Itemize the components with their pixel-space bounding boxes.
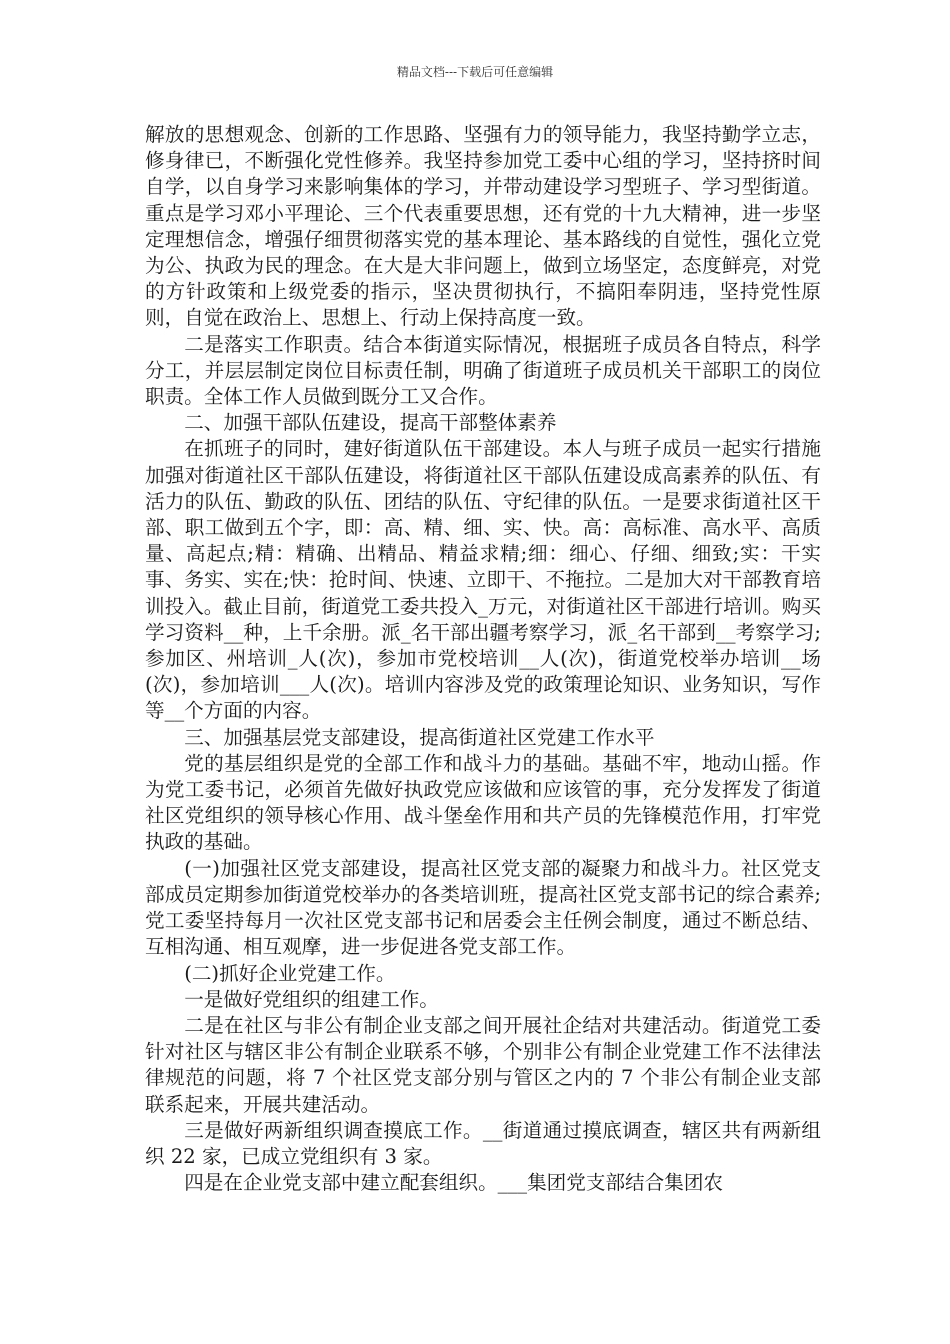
paragraph-7: 二是在社区与非公有制企业支部之间开展社企结对共建活动。街道党工委针对社区与辖区非公有制企业联系不够，个别非公有制企业党建工作不法律法律规范的问题，将 7 个社区党支部分别与管区之内的 7 个非公有制企业支部联系起来，开展共建活动。: [145, 1013, 821, 1116]
document-body: [145, 122, 821, 1196]
paragraph-3: 在抓班子的同时，建好街道队伍干部建设。本人与班子成员一起实行措施加强对街道社区干部队伍建设，将街道社区干部队伍建设成高素养的队伍、有活力的队伍、勤政的队伍、团结的队伍、守纪律的队伍。一是要求街道社区干部、职工做到五个字，即：高、精、细、实、快。高：高标准、高水平、高质量、高起点;精：精确、出精品、精益求精;细：细心、仔细、细致;实：干实事、务实、实在;快：抢时间、快速、立即干、不拖拉。二是加大对干部教育培训投入。截止目前，街道党工委共投入_万元，对街道社区干部进行培训。购买学习资料__种，上千余册。派_名干部出疆考察学习，派_名干部到__考察学习;参加区、州培训_人(次)，参加市党校培训__人(次)，街道党校举办培训__场(次)，参加培训___人(次)。培训内容涉及党的政策理论知识、业务知识，写作等__个方面的内容。: [145, 437, 821, 723]
paragraph-5: (一)加强社区党支部建设，提高社区党支部的凝聚力和战斗力。社区党支部成员定期参加街道党校举办的各类培训班，提高社区党支部书记的综合素养;党工委坚持每月一次社区党支部书记和居委会主任例会制度，通过不断总结、互相沟通、相互观摩，进一步促进各党支部工作。: [145, 856, 821, 959]
section-heading-3: 三、加强基层党支部建设，提高街道社区党建工作水平: [184, 725, 655, 749]
paragraph-6: 一是做好党组织的组建工作。: [184, 987, 439, 1011]
paragraph-9: 四是在企业党支部中建立配套组织。___集团党支部结合集团农: [184, 1171, 724, 1195]
page-header: 精品文档---下载后可任意编辑: [396, 65, 554, 79]
subheading-enterprise-party: (二)抓好企业党建工作。: [184, 961, 396, 985]
paragraph-1: 解放的思想观念、创新的工作思路、坚强有力的领导能力，我坚持勤学立志，修身律已，不断强化党性修养。我坚持参加党工委中心组的学习，坚持挤时间自学，以自身学习来影响集体的学习，并带动建设学习型班子、学习型街道。重点是学习邓小平理论、三个代表重要思想，还有党的十九大精神，进一步坚定理想信念，增强仔细贯彻落实党的基本理论、基本路线的自觉性，强化立党为公、执政为民的理念。在大是大非问题上，做到立场坚定，态度鲜亮，对党的方针政策和上级党委的指示，坚决贯彻执行，不搞阳奉阴违，坚持党性原则，自觉在政治上、思想上、行动上保持高度一致。: [145, 123, 821, 330]
paragraph-4: 党的基层组织是党的全部工作和战斗力的基础。基础不牢，地动山摇。作为党工委书记，必须首先做好执政党应该做和应该管的事，充分发挥发了街道社区党组织的领导核心作用、战斗堡垒作用和共产员的先锋模范作用，打牢党执政的基础。: [145, 751, 821, 854]
paragraph-2: 二是落实工作职责。结合本街道实际情况，根据班子成员各自特点，科学分工，并层层制定岗位目标责任制，明确了街道班子成员机关干部职工的岗位职责。全体工作人员做到既分工又合作。: [145, 332, 821, 409]
section-heading-2: 二、加强干部队伍建设，提高干部整体素养: [184, 411, 557, 435]
paragraph-8: 三是做好两新组织调查摸底工作。__街道通过摸底调查，辖区共有两新组织 22 家，已成立党组织有 3 家。: [145, 1118, 821, 1168]
